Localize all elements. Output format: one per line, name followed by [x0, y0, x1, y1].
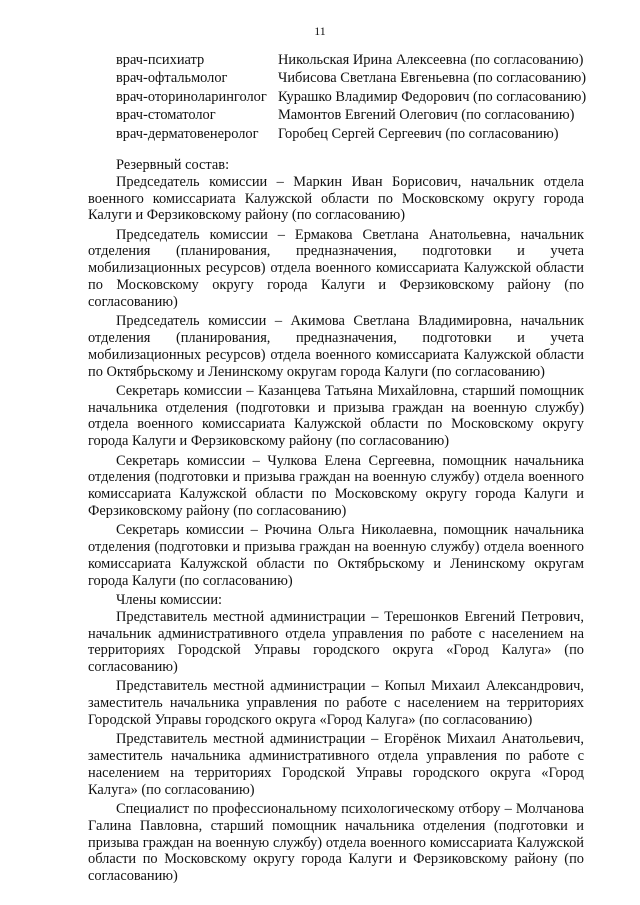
doctor-row	[116, 51, 596, 69]
doctor-role: врач-оториноларинголог	[116, 88, 267, 105]
doctor-name: Никольская Ирина Алексеевна (по согласованию)	[278, 52, 584, 68]
doctor-name: Мамонтов Евгений Олегович (по согласованию)	[278, 107, 575, 124]
doctor-row	[116, 106, 596, 124]
reserve-paragraph: Председатель комиссии – Акимова Светлана Владимировна, начальник отделения (планирования, предназначения, подготовки и учета мобилизационных ресурсов) отдела военного комиссариата Калужской области по Октябрьскому и Ленинскому округам города Калуги (по согласованию)	[88, 313, 584, 380]
member-paragraph: Представитель местной администрации – Егорёнок Михаил Анатольевич, заместитель начальника административного отдела управления по работе с населением на территориях Городской Управы городского округа «Город Калуга» (по согласованию)	[88, 731, 584, 798]
page-number: 11	[314, 24, 326, 38]
doctor-role: врач-психиатр	[116, 52, 205, 68]
member-paragraph: Представитель местной администрации – Копыл Михаил Александрович, заместитель начальника управления по работе с населением на территориях Городской Управы городского округа «Город Калуга» (по согласованию)	[88, 678, 584, 728]
body-text	[88, 157, 584, 887]
reserve-paragraph: Председатель комиссии – Маркин Иван Борисович, начальник отдела военного комиссариата Калужской области по Московскому округу города Калуги и Ферзиковскому району (по согласованию)	[88, 173, 584, 224]
doctor-row	[116, 125, 596, 143]
reserve-paragraph: Секретарь комиссии – Чулкова Елена Сергеевна, помощник начальника отделения (подготовки и призыва граждан на военную службу) отдела военного комиссариата Калужской области по Московскому округу города Калуги и Ферзиковскому району (по согласованию)	[88, 452, 584, 519]
reserve-paragraph: Председатель комиссии – Ермакова Светлана Анатольевна, начальник отделения (планирования, предназначения, подготовки и учета мобилизационных ресурсов) отдела военного комиссариата Калужской области по Московскому округу города Калуги и Ферзиковскому району (по согласованию)	[88, 226, 584, 310]
doctor-row	[116, 88, 596, 106]
doctor-name: Курашко Владимир Федорович (по согласованию)	[278, 88, 587, 105]
member-paragraph: Представитель местной администрации – Терешонков Евгений Петрович, начальник административного отдела управления по работе с населением на территориях Городской Управы городского округа «Город Калуга» (по согласованию)	[88, 608, 584, 676]
member-paragraph: Специалист по профессиональному психологическому отбору – Молчанова Галина Павловна, старший помощник начальника отделения (подготовки и призыва граждан на военную службу) отдела военного комиссариата Калужской области по Московскому округу города Калуги и Ферзиковскому району (по согласованию)	[88, 800, 584, 885]
doctor-name: Горобец Сергей Сергеевич (по согласованию)	[278, 125, 559, 142]
doctor-role: врач-дерматовенеролог	[116, 125, 259, 142]
reserve-paragraph: Секретарь комиссии – Рючина Ольга Николаевна, помощник начальника отделения (подготовки и призыва граждан на военную службу) отдела военного комиссариата Калужской области по Октябрьскому и Ленинскому округам города Калуги (по согласованию)	[88, 522, 584, 589]
doctor-name: Чибисова Светлана Евгеньевна (по согласованию)	[278, 70, 587, 87]
doctor-list	[116, 51, 596, 143]
members-heading: Члены комиссии:	[116, 591, 223, 608]
doctor-row	[116, 69, 596, 87]
doctor-role: врач-офтальмолог	[116, 70, 228, 87]
doctor-role: врач-стоматолог	[116, 107, 216, 124]
reserve-heading: Резервный состав:	[116, 157, 230, 173]
reserve-paragraph: Секретарь комиссии – Казанцева Татьяна Михайловна, старший помощник начальника отделения (подготовки и призыва граждан на военную службу) отдела военного комиссариата Калужской области по Московскому округу города Калуги и Ферзиковскому району (по согласованию)	[88, 382, 584, 450]
